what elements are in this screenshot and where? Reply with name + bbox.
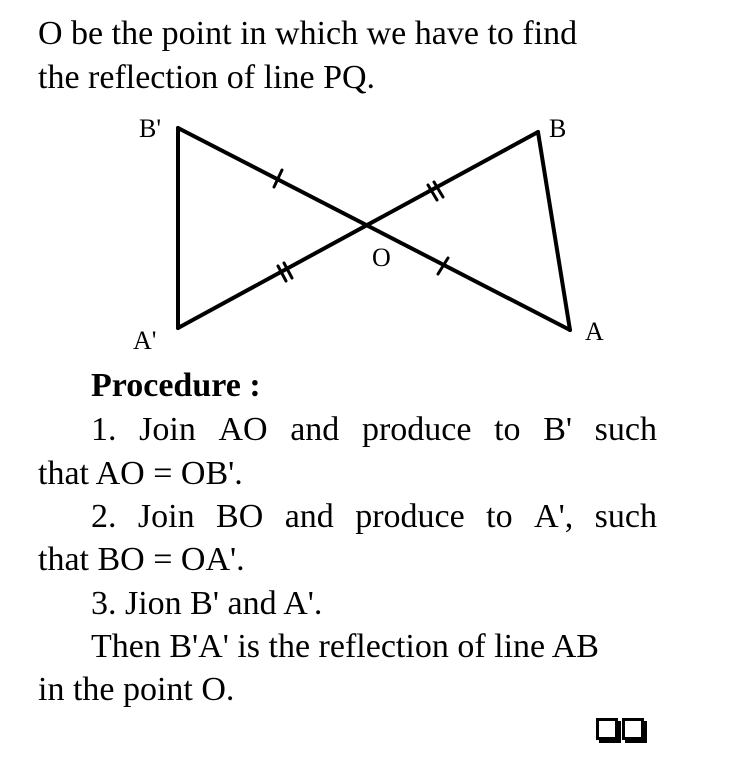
end-mark (596, 718, 644, 740)
step-2-line-2: that BO = OA'. (38, 541, 245, 578)
segment-b-a (538, 132, 570, 330)
step-1-word: B' (543, 411, 573, 448)
intro-line-1: O be the point in which we have to find (38, 15, 578, 52)
label-a: A (585, 317, 604, 346)
step-1-word: AO (218, 411, 268, 448)
step-1-line-2: that AO = OB'. (38, 455, 243, 492)
step-2-word: BO (216, 498, 264, 535)
intro-line-2: the reflection of line PQ. (38, 59, 376, 96)
label-o: O (372, 243, 391, 272)
step-1-word: 1. (91, 411, 117, 448)
label-a-prime: A' (133, 326, 157, 355)
label-b-prime: B' (139, 114, 162, 143)
step-2-word: and (284, 498, 334, 535)
step-2-word: A', (534, 498, 574, 535)
procedure-heading: Procedure : (91, 367, 261, 404)
step-2-word: Join (137, 498, 195, 535)
step-2-word: produce (355, 498, 465, 535)
step-2-word: 2. (91, 498, 117, 535)
step-1-word: to (494, 411, 521, 448)
reflection-figure (0, 0, 733, 360)
step-1-word: Join (139, 411, 196, 448)
segment-b-prime-a (178, 128, 570, 330)
label-b: B (549, 114, 567, 143)
step-1-word: such (594, 411, 657, 448)
step-1-line-1 (91, 410, 657, 450)
segment-a-prime-b (178, 132, 538, 328)
step-2-word: to (486, 498, 513, 535)
hollow-square-icon (622, 718, 644, 740)
hollow-square-icon (596, 718, 618, 740)
step-2-word: such (594, 498, 657, 535)
conclusion-line-1: Then B'A' is the reflection of line AB (91, 628, 599, 665)
conclusion-line-2: in the point O. (38, 671, 235, 708)
step-1-word: produce (361, 411, 472, 448)
step-2-line-1 (91, 497, 657, 537)
step-1-word: and (290, 411, 340, 448)
step-3: 3. Jion B' and A'. (91, 585, 323, 622)
